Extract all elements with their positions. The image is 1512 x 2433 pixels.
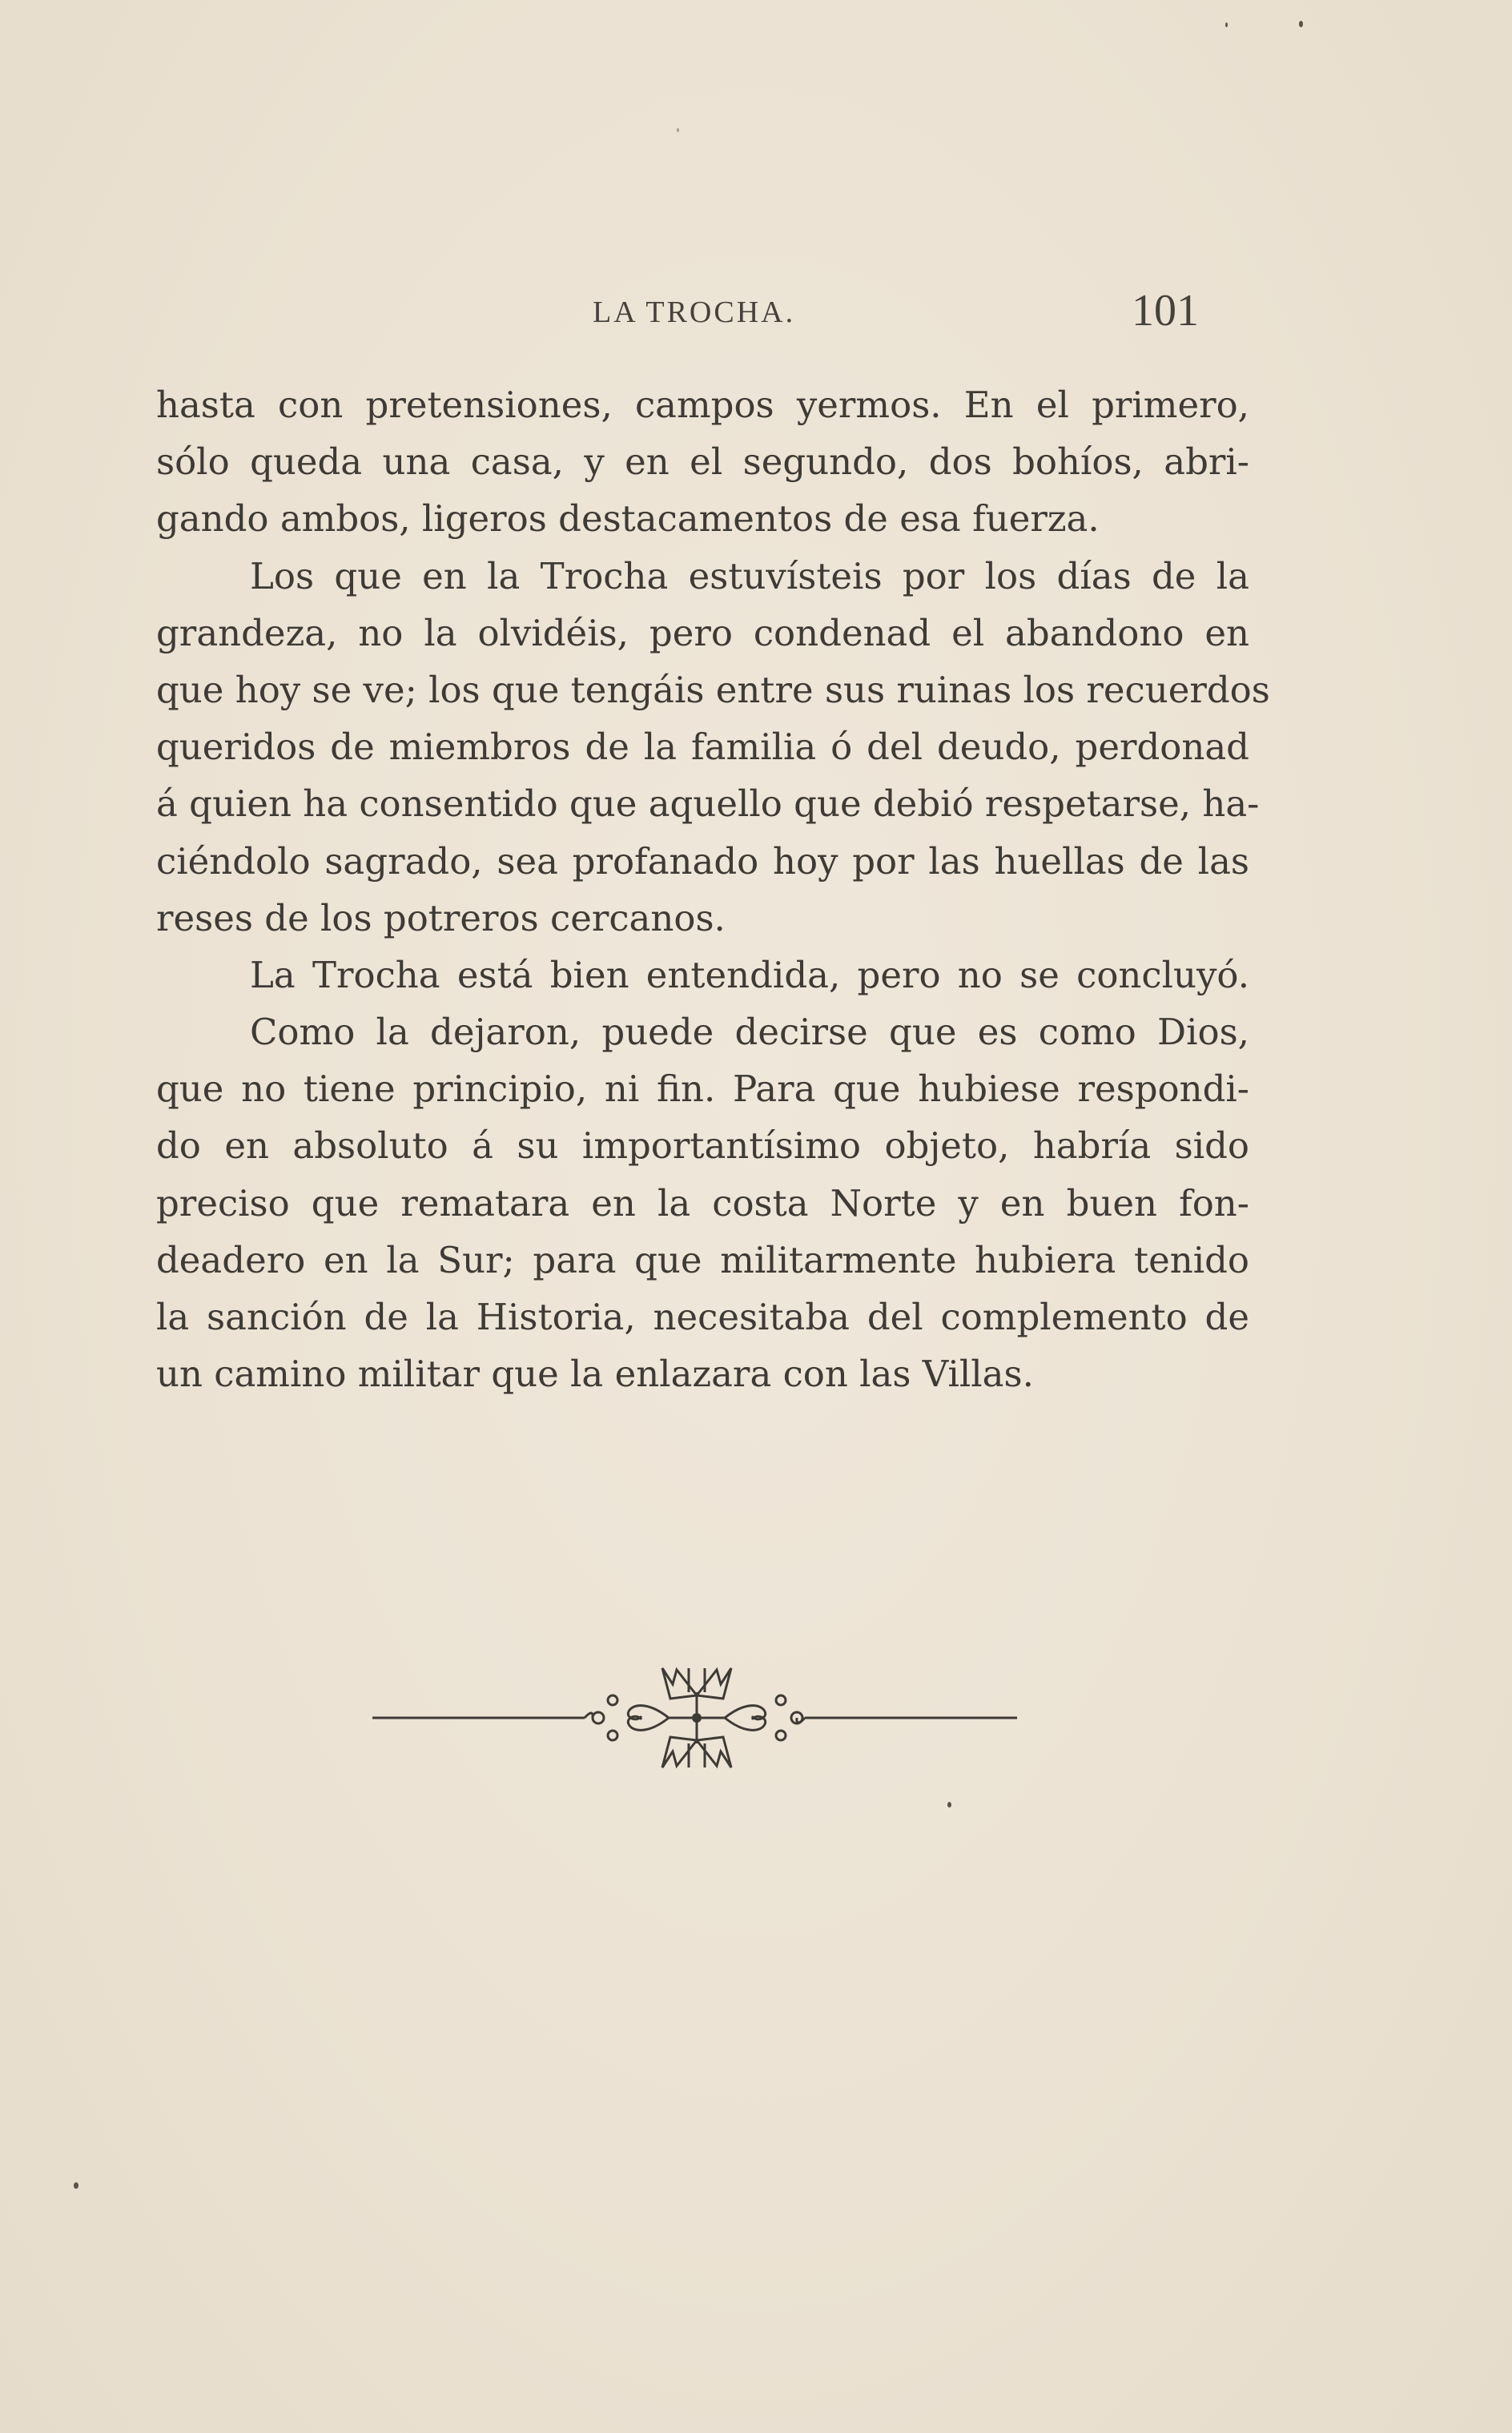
paper-speck xyxy=(947,1802,951,1808)
text-line: preciso que rematara en la costa Norte y en buen fon- xyxy=(156,1181,1249,1225)
text-line: á quien ha consentido que aquello que debió respetarse, ha- xyxy=(156,782,1260,826)
text-line: gando ambos, ligeros destacamentos de esa fuerza. xyxy=(156,497,1100,541)
text-line: grandeza, no la olvidéis, pero condenad el abandono en xyxy=(156,611,1249,654)
text-line: que hoy se ve; los que tengáis entre sus ruinas los recuerdos xyxy=(156,668,1270,711)
text-line: hasta con pretensiones, campos yermos. En el primero, xyxy=(156,384,1249,426)
paragraph-start-line: La Trocha está bien entendida, pero no se concluyó. xyxy=(250,953,1249,996)
text-line: queridos de miembros de la familia ó del deudo, perdonad xyxy=(156,726,1249,769)
text-line: la sanción de la Historia, necesitaba del complemento de xyxy=(156,1296,1249,1338)
body-text xyxy=(156,376,1270,1402)
text-line: un camino militar que la enlazara con las Villas. xyxy=(156,1353,1034,1396)
paper-speck xyxy=(1225,22,1228,27)
paragraph-start-line: Como la dejaron, puede decirse que es como Dios, xyxy=(250,1011,1249,1054)
text-line: que no tiene principio, ni fin. Para que hubiese respondi- xyxy=(156,1068,1249,1111)
paper-speck xyxy=(74,2182,78,2189)
paper-speck xyxy=(1299,21,1303,27)
running-head xyxy=(156,285,1197,341)
running-title: LA TROCHA. xyxy=(593,296,796,329)
paper-speck xyxy=(677,128,679,132)
text-line: do en absoluto á su importantísimo objeto, habría sido xyxy=(156,1124,1249,1168)
text-line: sólo queda una casa, y en el segundo, dos bohíos, abri- xyxy=(156,440,1249,484)
page-number: 101 xyxy=(1132,286,1199,336)
text-line: deadero en la Sur; para que militarmente hubiera tenido xyxy=(156,1238,1249,1281)
floral-tailpiece-icon xyxy=(372,1654,1021,1782)
text-line: ciéndolo sagrado, sea profanado hoy por las huellas de las xyxy=(156,839,1249,883)
paragraph-start-line: Los que en la Trocha estuvísteis por los días de la xyxy=(250,554,1249,597)
text-line: reses de los potreros cercanos. xyxy=(156,896,726,939)
